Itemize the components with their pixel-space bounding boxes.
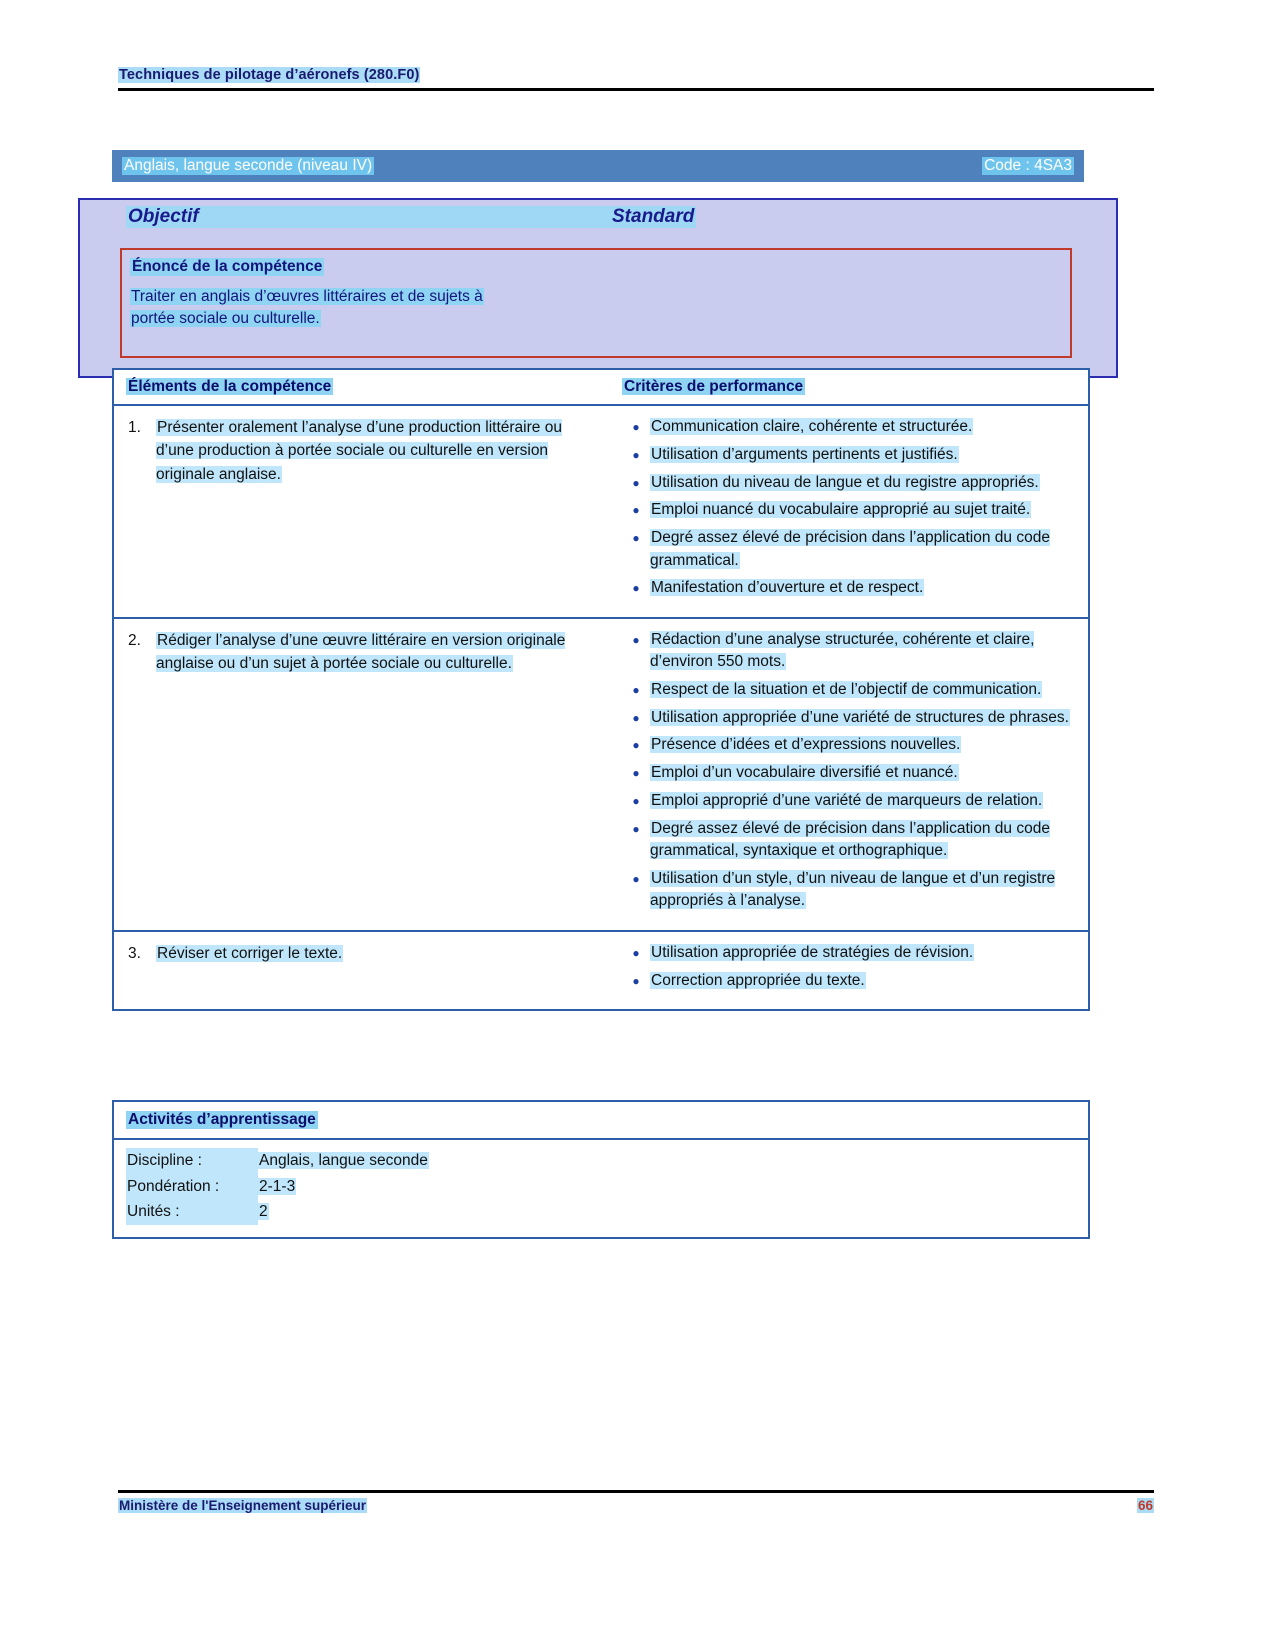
objective-standard-labels <box>126 206 1066 228</box>
bullet-icon: ● <box>632 973 640 988</box>
element-number: 3. <box>128 944 141 962</box>
criterion-item: ● Utilisation du niveau de langue et du registre appropriés. <box>622 472 1078 495</box>
criterion-item: ● Utilisation d’arguments pertinents et justifiés. <box>622 444 1078 467</box>
activity-ponderation-value: 2-1-3 <box>259 1177 296 1195</box>
bullet-icon: ● <box>632 794 640 809</box>
bullet-icon: ● <box>632 420 640 434</box>
bullet-icon: ● <box>632 581 640 596</box>
bullet-icon: ● <box>632 766 640 781</box>
element-line <box>128 942 600 965</box>
bullet-icon: ● <box>632 447 640 462</box>
column-header-elements: Éléments de la compétence <box>128 378 332 395</box>
bullet-icon: ● <box>632 821 640 836</box>
activity-discipline-label: Discipline : <box>126 1148 258 1174</box>
bullet-icon: ● <box>632 945 640 960</box>
element-cell <box>114 932 614 1010</box>
document-header <box>118 66 1154 91</box>
course-code-band <box>112 150 1084 182</box>
header-program-title: Techniques de pilotage d’aéronefs (280.F0) <box>119 67 420 83</box>
learning-activities-header <box>114 1102 1088 1140</box>
bullet-icon: ● <box>632 682 640 697</box>
criterion-item: ● Correction appropriée du texte. <box>622 970 1078 993</box>
learning-activities-box <box>112 1100 1090 1239</box>
criterion-item: ● Présence d’idées et d’expressions nouvelles. <box>622 734 1078 757</box>
table-row <box>114 406 1088 619</box>
table-row <box>114 619 1088 932</box>
enonce-text-line2: portée sociale ou culturelle. <box>131 310 320 328</box>
enonce-text-line1: Traiter en anglais d’œuvres littéraires et de sujets à <box>131 288 483 305</box>
element-text: Présenter oralement l’analyse d’une production littéraire ou d’une production à portée sociale ou culturelle en version originale anglaise. <box>156 419 562 483</box>
criteria-cell <box>614 932 1088 1010</box>
footer-ministry: Ministère de l'Enseignement supérieur <box>119 1498 367 1513</box>
criterion-item: ● Communication claire, cohérente et structurée. <box>622 416 1078 439</box>
bullet-icon: ● <box>632 475 640 490</box>
criterion-item: ● Emploi approprié d’une variété de marqueurs de relation. <box>622 790 1078 813</box>
activity-units <box>126 1199 1076 1225</box>
criterion-item: ● Manifestation d’ouverture et de respect. <box>622 577 1078 600</box>
column-header-elements-cell <box>114 378 614 396</box>
course-title: Anglais, langue seconde (niveau IV) <box>124 157 373 174</box>
course-code: Code : 4SA3 <box>984 157 1072 174</box>
criterion-item: ● Utilisation appropriée d’une variété de structures de phrases. <box>622 707 1078 730</box>
table-row <box>114 932 1088 1010</box>
criterion-item: ● Degré assez élevé de précision dans l’application du code grammatical. <box>622 527 1078 572</box>
enonce-competence-box <box>120 248 1072 358</box>
learning-activities-title: Activités d’apprentissage <box>128 1111 316 1128</box>
bullet-icon: ● <box>632 531 640 546</box>
bullet-icon: ● <box>632 738 640 753</box>
activity-ponderation-label: Pondération : <box>126 1174 258 1200</box>
bullet-icon: ● <box>632 710 640 725</box>
enonce-text <box>130 286 600 331</box>
activity-ponderation <box>126 1174 1076 1200</box>
competence-table-header <box>114 370 1088 406</box>
criterion-item: ● Emploi nuancé du vocabulaire approprié au sujet traité. <box>622 499 1078 522</box>
criterion-item: ● Utilisation appropriée de stratégies de révision. <box>622 942 1078 965</box>
element-number: 2. <box>128 631 141 649</box>
criterion-item: ● Degré assez élevé de précision dans l’application du code grammatical, syntaxique et orthographique. <box>622 818 1078 863</box>
activity-discipline-value: Anglais, langue seconde <box>259 1152 428 1169</box>
element-text: Rédiger l’analyse d’une œuvre littéraire en version originale anglaise ou d’un sujet à portée sociale ou culturelle. <box>156 631 566 673</box>
element-number: 1. <box>128 419 141 436</box>
objectif-label: Objectif <box>126 206 610 228</box>
activity-discipline <box>126 1148 1076 1174</box>
footer-content <box>118 1498 1154 1513</box>
activity-units-value: 2 <box>259 1203 268 1221</box>
element-line <box>128 629 600 676</box>
criterion-item: ● Emploi d’un vocabulaire diversifié et nuancé. <box>622 762 1078 785</box>
criterion-item: ● Rédaction d’une analyse structurée, cohérente et claire, d’environ 550 mots. <box>622 629 1078 674</box>
enonce-title: Énoncé de la compétence <box>132 258 323 275</box>
bullet-icon: ● <box>632 632 640 647</box>
criterion-item: ● Respect de la situation et de l’objectif de communication. <box>622 679 1078 702</box>
criterion-item: ● Utilisation d’un style, d’un niveau de langue et d’un registre appropriés à l’analyse. <box>622 868 1078 913</box>
objective-standard-box <box>78 198 1118 378</box>
column-header-criteria: Critères de performance <box>624 378 804 395</box>
document-footer <box>118 1490 1154 1513</box>
element-cell <box>114 619 614 930</box>
competence-table <box>112 368 1090 1011</box>
learning-activities-body <box>114 1140 1088 1237</box>
element-text: Réviser et corriger le texte. <box>157 944 343 962</box>
column-header-criteria-cell <box>614 378 1088 396</box>
bullet-icon: ● <box>632 871 640 886</box>
bullet-icon: ● <box>632 503 640 518</box>
criteria-cell <box>614 406 1088 617</box>
footer-page-number: 66 <box>1137 1498 1153 1513</box>
header-divider <box>118 88 1154 91</box>
standard-label: Standard <box>612 206 695 227</box>
element-cell <box>114 406 614 617</box>
criteria-cell <box>614 619 1088 930</box>
activity-units-label: Unités : <box>126 1199 258 1225</box>
element-line <box>128 416 600 486</box>
footer-divider <box>118 1490 1154 1493</box>
